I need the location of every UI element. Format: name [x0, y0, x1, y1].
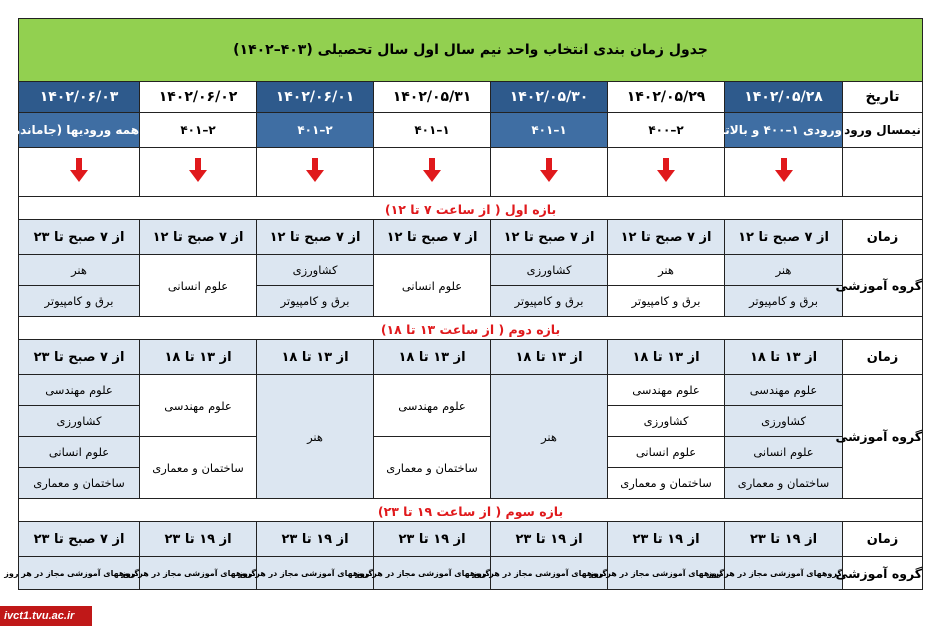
entry-cell: همه ورودیها (جامانده): [19, 113, 140, 148]
group-cell: گروههای آموزشی مجاز در هر روز: [374, 557, 491, 590]
time-cell: از ۷ صبح تا ۲۳: [19, 522, 140, 557]
group-cell: کشاورزی: [19, 406, 140, 437]
schedule-container: [4, 18, 923, 590]
time-cell: از ۷ صبح تا ۱۲: [374, 220, 491, 255]
entry-semester-label: نیمسال ورود: [843, 113, 923, 148]
time-cell: از ۱۹ تا ۲۳: [374, 522, 491, 557]
arrow-cell: [374, 148, 491, 197]
group-cell: برق و کامپیوتر: [257, 286, 374, 317]
group-cell: ساختمان و معماری: [374, 437, 491, 499]
time-cell: از ۱۳ تا ۱۸: [491, 340, 608, 375]
date-cell: ۱۴۰۲/۰۶/۰۲: [140, 82, 257, 113]
entry-cell: ۱–۴۰۱: [374, 113, 491, 148]
group-cell: برق و کامپیوتر: [725, 286, 843, 317]
group-label: گروه آموزشی: [843, 375, 923, 499]
arrow-cell: [725, 148, 843, 197]
entry-cell: ۱–۴۰۱: [491, 113, 608, 148]
arrow-cell: [140, 148, 257, 197]
date-cell: ۱۴۰۲/۰۵/۳۱: [374, 82, 491, 113]
period-header: [19, 317, 923, 340]
arrow-down-icon: [189, 170, 207, 182]
group-cell: کشاورزی: [608, 406, 725, 437]
arrow-cell: [19, 148, 140, 197]
group-cell: ساختمان و معماری: [19, 468, 140, 499]
entry-cell: ورودی ۱–۴۰۰ و بالاتر: [725, 113, 843, 148]
schedule-table: [4, 18, 923, 590]
date-cell: ۱۴۰۲/۰۶/۰۱: [257, 82, 374, 113]
time-cell: از ۷ صبح تا ۱۲: [257, 220, 374, 255]
time-cell: از ۱۹ تا ۲۳: [608, 522, 725, 557]
date-cell: ۱۴۰۲/۰۵/۲۹: [608, 82, 725, 113]
period-label: بازه اول ( از ساعت ۷ تا ۱۲): [384, 201, 557, 217]
group-cell: کشاورزی: [491, 255, 608, 286]
group-cell: علوم مهندسی: [140, 375, 257, 437]
time-cell: از ۷ صبح تا ۱۲: [140, 220, 257, 255]
time-cell: از ۷ صبح تا ۱۲: [725, 220, 843, 255]
group-cell: گروههای آموزشی مجاز در هر روز: [491, 557, 608, 590]
time-cell: از ۱۹ تا ۲۳: [140, 522, 257, 557]
group-cell: ساختمان و معماری: [608, 468, 725, 499]
time-cell: از ۱۳ تا ۱۸: [257, 340, 374, 375]
group-cell: هنر: [257, 375, 374, 499]
time-cell: از ۱۳ تا ۱۸: [374, 340, 491, 375]
time-cell: از ۷ صبح تا ۱۲: [491, 220, 608, 255]
group-cell: ساختمان و معماری: [725, 468, 843, 499]
group-cell: هنر: [491, 375, 608, 499]
entry-cell: ۲–۴۰۰: [608, 113, 725, 148]
time-cell: از ۱۹ تا ۲۳: [491, 522, 608, 557]
group-cell: کشاورزی: [725, 406, 843, 437]
group-cell: گروههای آموزشی مجاز در هر روز: [608, 557, 725, 590]
group-cell: هنر: [725, 255, 843, 286]
group-cell: ساختمان و معماری: [140, 437, 257, 499]
entry-cell: ۲–۴۰۱: [257, 113, 374, 148]
group-cell: هنر: [19, 255, 140, 286]
time-label: زمان: [843, 340, 923, 375]
period-header: [19, 499, 923, 522]
group-cell: گروههای آموزشی مجاز در هر روز: [725, 557, 843, 590]
arrow-down-icon: [775, 170, 793, 182]
group-cell: گروههای آموزشی مجاز در هر روز: [140, 557, 257, 590]
arrow-down-icon: [423, 170, 441, 182]
group-cell: علوم مهندسی: [725, 375, 843, 406]
group-label: گروه آموزشی: [843, 557, 923, 590]
group-cell: علوم مهندسی: [608, 375, 725, 406]
arrow-cell: [608, 148, 725, 197]
time-label: زمان: [843, 220, 923, 255]
time-cell: از ۱۹ تا ۲۳: [257, 522, 374, 557]
date-cell: ۱۴۰۲/۰۵/۲۸: [725, 82, 843, 113]
entry-cell: ۲–۴۰۱: [140, 113, 257, 148]
arrow-down-icon: [70, 170, 88, 182]
time-cell: از ۱۳ تا ۱۸: [608, 340, 725, 375]
group-label: گروه آموزشی: [843, 255, 923, 317]
arrow-down-icon: [657, 170, 675, 182]
group-cell: علوم مهندسی: [19, 375, 140, 406]
group-cell: گروههای آموزشی مجاز در هر روز: [257, 557, 374, 590]
group-cell: علوم انسانی: [725, 437, 843, 468]
group-cell: برق و کامپیوتر: [19, 286, 140, 317]
arrow-spacer: [843, 148, 923, 197]
group-cell: علوم انسانی: [374, 255, 491, 317]
time-cell: از ۷ صبح تا ۲۳: [19, 220, 140, 255]
group-cell: گروههای آموزشی مجاز در هر روز: [19, 557, 140, 590]
period-label: بازه سوم ( از ساعت ۱۹ تا ۲۳): [377, 503, 564, 519]
arrow-cell: [257, 148, 374, 197]
group-cell: علوم انسانی: [140, 255, 257, 317]
group-cell: علوم انسانی: [608, 437, 725, 468]
period-label: بازه دوم ( از ساعت ۱۳ تا ۱۸): [380, 321, 561, 337]
arrow-down-icon: [306, 170, 324, 182]
group-cell: برق و کامپیوتر: [608, 286, 725, 317]
arrow-down-icon: [540, 170, 558, 182]
time-cell: از ۱۳ تا ۱۸: [725, 340, 843, 375]
group-cell: هنر: [608, 255, 725, 286]
time-cell: از ۱۹ تا ۲۳: [725, 522, 843, 557]
group-cell: کشاورزی: [257, 255, 374, 286]
group-cell: برق و کامپیوتر: [491, 286, 608, 317]
site-logo[interactable]: ivct1.tvu.ac.ir: [0, 606, 92, 626]
date-cell: ۱۴۰۲/۰۵/۳۰: [491, 82, 608, 113]
time-cell: از ۷ صبح تا ۱۲: [608, 220, 725, 255]
arrow-cell: [491, 148, 608, 197]
page-title: جدول زمان بندی انتخاب واحد نیم سال اول سال تحصیلی (۴۰۳–۱۴۰۲): [19, 19, 923, 82]
time-cell: از ۷ صبح تا ۲۳: [19, 340, 140, 375]
group-cell: علوم مهندسی: [374, 375, 491, 437]
time-label: زمان: [843, 522, 923, 557]
time-cell: از ۱۳ تا ۱۸: [140, 340, 257, 375]
date-cell: ۱۴۰۲/۰۶/۰۳: [19, 82, 140, 113]
date-label: تاریخ: [843, 82, 923, 113]
group-cell: علوم انسانی: [19, 437, 140, 468]
period-header: [19, 197, 923, 220]
